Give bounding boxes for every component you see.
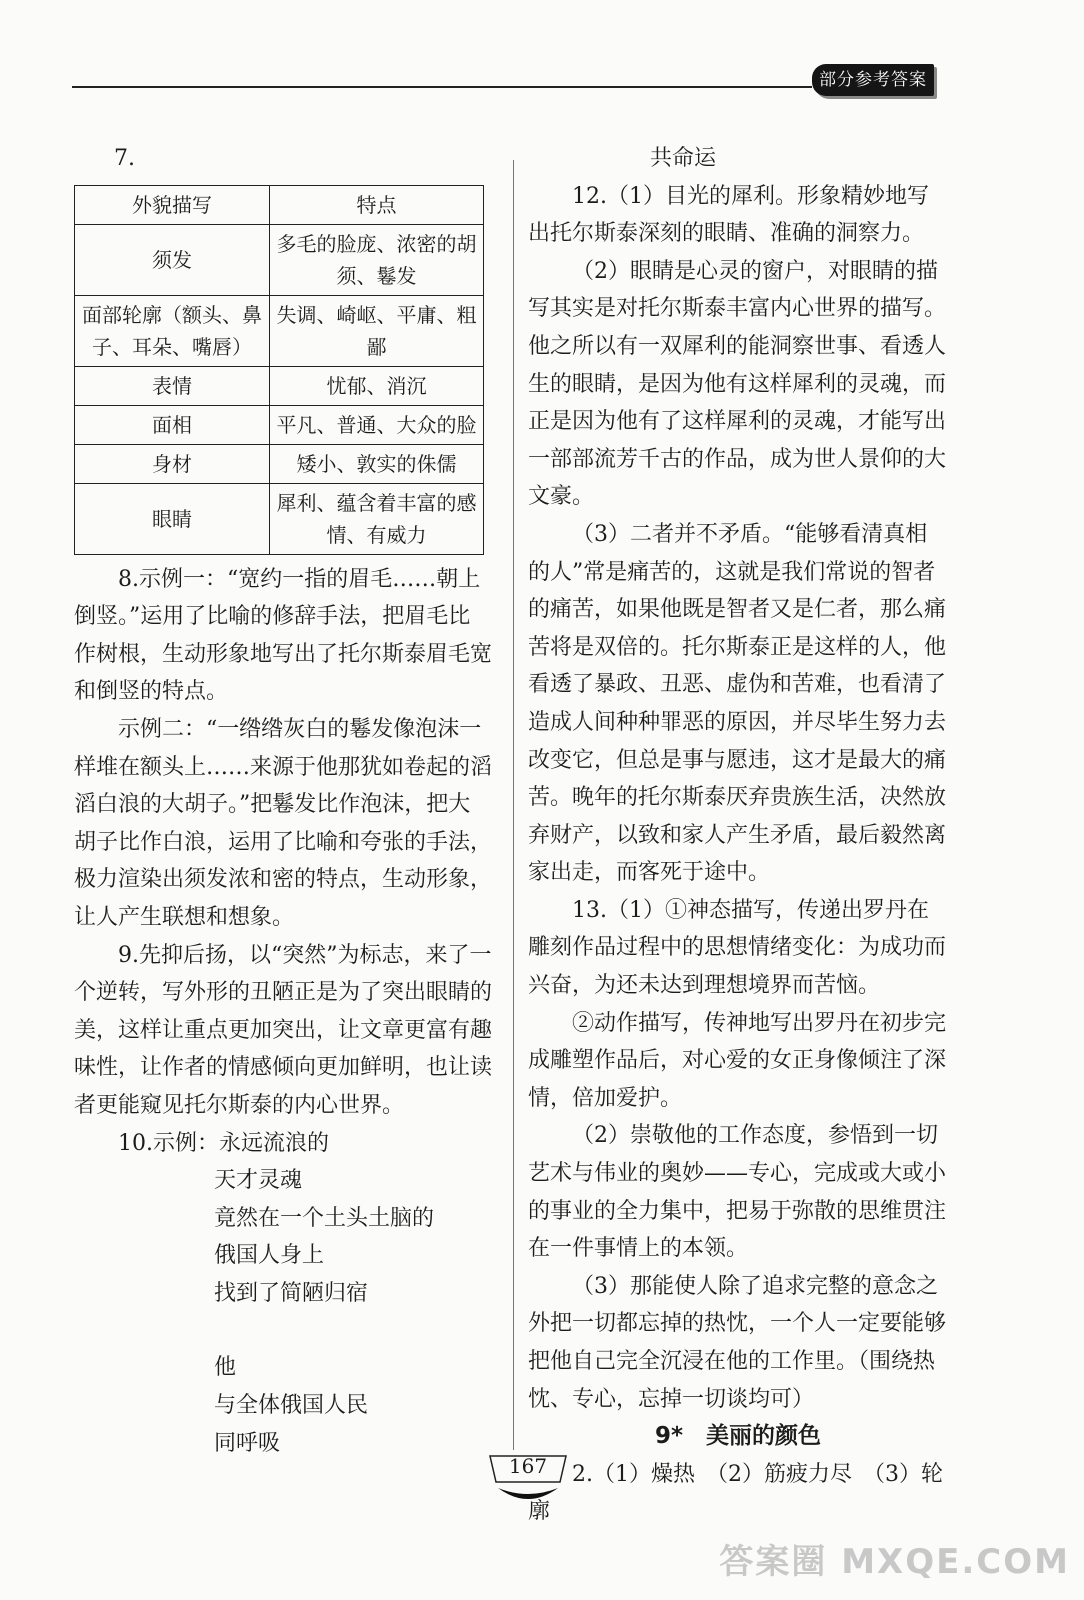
header-tab-label: 部分参考答案 <box>819 70 927 90</box>
answer-2: 2.（1）燥热 （2）筋疲力尽 （3）轮廓 <box>528 1461 943 1525</box>
table-cell: 平凡、普通、大众的脸 <box>270 405 484 444</box>
table-cell: 失调、崎岖、平庸、粗鄙 <box>270 295 484 366</box>
table-row <box>75 224 484 295</box>
page-number-badge <box>480 1448 576 1508</box>
table-cell: 忧郁、消沉 <box>270 366 484 405</box>
header-rule <box>72 86 812 88</box>
table-cell: 面部轮廓（额头、鼻子、耳朵、嘴唇） <box>75 295 270 366</box>
answer-10-label: 10.示例：永远流浪的 <box>118 1130 329 1156</box>
poem-line: 俄国人身上 <box>214 1243 325 1269</box>
table-row <box>75 405 484 444</box>
poem-line: 与全体俄国人民 <box>214 1393 369 1419</box>
table-cell: 表情 <box>75 366 270 405</box>
answer-13-3: （3）那能使人除了追求完整的意念之外把一切都忘掉的热忱，一个人一定要能够把他自己完全沉浸在他的工作里。（围绕热忱、专心，忘掉一切谈均可） <box>528 1273 947 1412</box>
table-row <box>75 366 484 405</box>
poem-line: 天才灵魂 <box>214 1168 303 1194</box>
answer-9: 9.先抑后扬，以“突然”为标志，来了一个逆转，写外形的丑陋正是为了突出眼睛的美，这样让重点更加突出，让文章更富有趣味性，让作者的情感倾向更加鲜明，也让读者更能窥见托尔斯泰的内心世界。 <box>74 942 493 1118</box>
answer-8-example-1: 8.示例一：“宽约一指的眉毛……朝上倒竖。”运用了比喻的修辞手法，把眉毛比作树根，生动形象地写出了托尔斯泰眉毛宽和倒竖的特点。 <box>74 566 493 705</box>
table-cell: 须发 <box>75 224 270 295</box>
page-number: 167 <box>508 1454 548 1478</box>
left-column <box>74 140 492 1462</box>
table-cell: 身材 <box>75 444 270 483</box>
answer-8-example-2: 示例二：“一绺绺灰白的鬈发像泡沫一样堆在额头上……来源于他那犹如卷起的滔滔白浪的大胡子。”把鬈发比作泡沫，把大胡子比作白浪，运用了比喻和夸张的手法，极力渲染出须发浓和密的特点，生动形象，让人产生联想和想象。 <box>74 716 493 930</box>
section-title: 9* 美丽的颜色 <box>654 1423 822 1450</box>
table-header-row <box>75 185 484 224</box>
table-cell: 面相 <box>75 405 270 444</box>
answer-12-3: （3）二者并不矛盾。“能够看清真相的人”常是痛苦的，这就是我们常说的智者的痛苦，如果他既是智者又是仁者，那么痛苦将是双倍的。托尔斯泰正是这样的人，他看透了暴政、丑恶、虚伪和苦难，也看清了造成人间种种罪恶的原因，并尽毕生努力去改变它，但总是事与愿违，这才是最大的痛苦。晚年的托尔斯泰厌弃贵族生活，决然放弃财产，以致和家人产生矛盾，最后毅然离家出走，而客死于途中。 <box>528 521 947 886</box>
poem-line: 同呼吸 <box>214 1430 281 1456</box>
answer-13-1b: ②动作描写，传神地写出罗丹在初步完成雕塑作品后，对心爱的女正身像倾注了深情，倍加爱护。 <box>528 1010 947 1111</box>
table-cell: 多毛的脸庞、浓密的胡须、鬈发 <box>270 224 484 295</box>
right-column <box>528 140 948 1531</box>
answer-13-1: 13.（1）①神态描写，传递出罗丹在雕刻作品过程中的思想情绪变化：为成功而兴奋，为还未达到理想境界而苦恼。 <box>528 897 947 999</box>
table-cell: 犀利、蕴含着丰富的感情、有威力 <box>270 483 484 554</box>
table-cell: 矮小、敦实的侏儒 <box>270 444 484 483</box>
poem-line: 竟然在一个土头土脑的 <box>214 1205 435 1231</box>
table-row <box>75 295 484 366</box>
poem-line: 找到了简陋归宿 <box>214 1280 369 1306</box>
answer-12-2: （2）眼睛是心灵的窗户，对眼睛的描写其实是对托尔斯泰丰富内心世界的描写。他之所以有一双犀利的能洞察世事、看透人生的眼睛，是因为他有这样犀利的灵魂，而正是因为他有了这样犀利的灵魂，才能写出一部部流芳千古的作品，成为世人景仰的大文豪。 <box>528 258 947 510</box>
table-header-cell: 外貌描写 <box>75 185 270 224</box>
q7-label: 7. <box>114 146 135 171</box>
table-cell: 眼睛 <box>75 483 270 554</box>
poem-line: 他 <box>214 1355 237 1381</box>
answer-12-1: 12.（1）目光的犀利。形象精妙地写出托尔斯泰深刻的眼睛、准确的洞察力。 <box>528 183 929 247</box>
table-row <box>75 444 484 483</box>
column-divider <box>513 160 514 1450</box>
answer-13-2: （2）崇敬他的工作态度，参悟到一切艺术与伟业的奥妙——专心，完成或大或小的事业的全力集中，把易于弥散的思维贯注在一件事情上的本领。 <box>528 1123 947 1262</box>
watermark: 答案圈 MXQE.COM <box>719 1542 1070 1582</box>
header-tab <box>812 64 934 96</box>
appearance-table <box>74 185 484 555</box>
table-header-cell: 特点 <box>270 185 484 224</box>
table-row <box>75 483 484 554</box>
continued-line: 共命运 <box>650 146 717 171</box>
